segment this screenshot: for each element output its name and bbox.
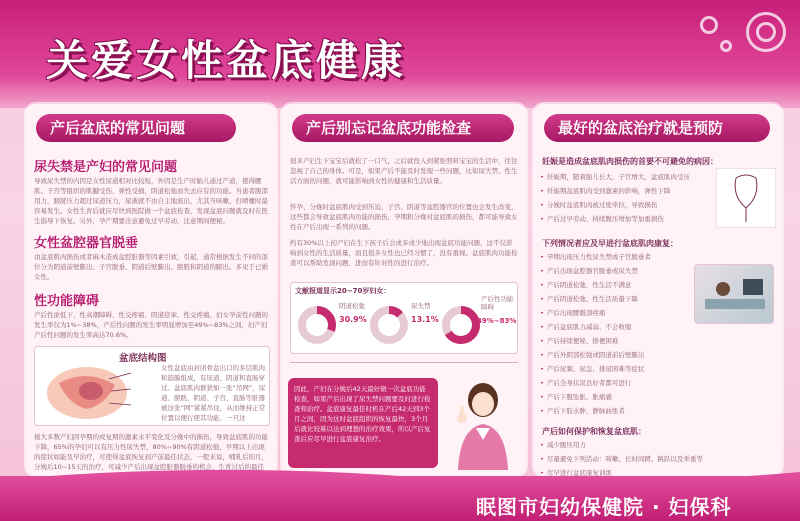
list-item: • 减少腹压用力 bbox=[540, 438, 770, 452]
section-text: 产后性欲低下、性高潮障碍、性交疼痛、阴道痉挛、性交疼痛。妇女孕前性问题的发生率仅为1%~38%，产后性问题的发生率明显增加至49%~83%之间，妇产妇产后性问题的发生率高达70.6%。 bbox=[34, 311, 268, 339]
list-item: • 产后过早劳动、持续腹压增加等加重损伤 bbox=[540, 212, 710, 226]
list-item: • 产后阴道松弛、性生活质量下降 bbox=[540, 292, 690, 306]
cause-title: 妊娠是造成盆底肌肉损伤的首要不可避免的病因： bbox=[542, 157, 718, 166]
risk-list bbox=[540, 250, 690, 418]
list-item: • 孕期出现压力性尿失禁或子宫脱垂者 bbox=[540, 250, 690, 264]
page-title: 关爱女性盆底健康 bbox=[46, 36, 407, 85]
list-item: • 产后外阴部松弛或阴道前后壁膨出 bbox=[540, 348, 690, 362]
stat-value: 13.1% bbox=[411, 315, 439, 324]
list-item: • 妊娠期，随着胎儿长大，子宫增大，盆底肌肉受压 bbox=[540, 170, 710, 184]
list-item: • 产后持续便秘、排便困难 bbox=[540, 334, 690, 348]
list-item: • 尽早进行盆底康复训练 bbox=[540, 466, 770, 476]
list-item: • 产后阴道松弛，性生活不满意 bbox=[540, 278, 690, 292]
list-item: • 产后出现盆腔器官脱垂或尿失禁 bbox=[540, 264, 690, 278]
stat-label: 产后性功能障碍 bbox=[481, 295, 514, 311]
decor-circle-2 bbox=[756, 22, 776, 42]
callout-box: 因此，产妇在分娩后42天最好做一次盆底功能检查，如果产后出现了尿失禁问题要及时进行检查和治疗。盆底康复最佳时机在产后42天到3个月之间，因为这时盆底组织的恢复最快，3个月后就比较难以达到理想的治疗效果，所以产后复查后应尽早进行盆底康复治疗。 bbox=[288, 378, 438, 468]
panel-header: 最好的盆底治疗就是预防 bbox=[544, 114, 770, 142]
section-text: 导致尿失禁的内因是女性尿道相对比较短，外因是生产时胎儿通过产道，使得腰肌、子宫等组织的肌腱受伤，弹性受损，阴道松弛而失去应有的功能。当患者腹部用力，膀胱压力超过尿道压力，尿液就不由自主地流出，尤其当咳嗽、打喷嚏时最容易发生。女性生育后就应尽快到医院做一个盆底检查，发现盆底问题就及时在医生指导下恢复。另外，孕产期要注意避免过早劳动，注意期间便秘。 bbox=[34, 177, 268, 225]
stat-value: 49%~83% bbox=[477, 317, 517, 325]
protect-title: 产后如何保护和恢复盆底肌： bbox=[542, 427, 646, 436]
list-item: • 分娩时盆底肌肉被过度牵拉，导致损伤 bbox=[540, 198, 710, 212]
list-item: • 产后出现腰骶部疼痛 bbox=[540, 306, 690, 320]
structure-text: 女性盆底由封闭骨盆出口的多层肌肉和筋膜组成，有尿道、阴道和直肠穿过。盆底肌肉群犹如一张“吊网”，尿道、膀胱、阴道、子宫、直肠等脏器被这张“网”紧紧吊住，从而维持正常位置以便行使其功能。一旦这 bbox=[161, 364, 266, 422]
list-item: • 妊娠期盆底肌肉受到激素的影响，弹性下降 bbox=[540, 184, 710, 198]
structure-title: 盆底结构图 bbox=[119, 353, 167, 364]
list-item: • 尽量避免下列活动：咳嗽、长时间蹲、跳跃以及举重等 bbox=[540, 452, 770, 466]
list-item: • 产后下肢水肿、静脉曲张者 bbox=[540, 404, 690, 418]
panel-common-problems bbox=[26, 104, 276, 476]
decor-circle-4 bbox=[720, 40, 732, 52]
decor-circle-3 bbox=[700, 16, 718, 34]
stats-title: 文献报道显示20~70岁妇女： bbox=[295, 287, 391, 295]
list-item: • 产后尿频、尿急、排尿困难等症状 bbox=[540, 362, 690, 376]
doctor-illustration-icon bbox=[446, 378, 520, 470]
therapy-photo-icon bbox=[695, 265, 775, 325]
list-item: • 产后下腹坠胀、胀痛感 bbox=[540, 390, 690, 404]
paragraph: 很多产妇生下宝宝后就松了一口气，之后就投入到紧张照料宝宝的生活中，往往忽视了自己的身体。可是，如果产后不能及时发现一些问题，比如尿失禁、性生活方面的问题，就可能影响到女性的健康和生活质量。 bbox=[290, 157, 518, 185]
panel-prevention bbox=[534, 104, 782, 476]
section-title: 尿失禁是产妇的常见问题 bbox=[34, 160, 178, 175]
pelvic-anatomy-icon bbox=[39, 363, 135, 423]
footer-organization: 眠图市妇幼保健院 · 妇保科 bbox=[476, 495, 732, 519]
uterus-diagram-icon bbox=[716, 168, 776, 228]
donut-chart-2 bbox=[369, 305, 409, 345]
section-title: 性功能障碍 bbox=[34, 294, 100, 309]
panel-function-check bbox=[282, 104, 526, 476]
section-title: 女性盆腔器官脱垂 bbox=[34, 236, 139, 251]
list-item: • 产后全身状况良好者都可进行 bbox=[540, 376, 690, 390]
stat-label: 尿失禁 bbox=[411, 302, 431, 310]
paragraph: 怀孕、分娩时盆底肌肉受到压迫，子宫、阴道等盆腔器官的位置也会发生改变，这些都会导致盆底肌肉功能的损伤，孕期和分娩对盆底肌的损伤，都可能导致女性在产后出现一系列的问题。 bbox=[290, 203, 518, 231]
risk-title: 下列情况者应及早进行盆底肌肉康复： bbox=[542, 239, 678, 248]
divider bbox=[290, 362, 518, 363]
bottom-text: 根大多数产妇因孕期的或复期的激素水平变化及分娩中的损伤，导致盆底肌的功能下降，65%的孕妇可以有压力性尿失禁，80%~90%有阴道松弛，早期以上出现的症状如能及早治疗，可使得盆底恢复到产前最佳状态，一般来说，哺乳后的月，分娩后10~15天的治疗，可减少产后出现盆腔脏器脱垂的机会，生育过后的最佳 bbox=[34, 433, 268, 471]
stat-label: 阴道松弛 bbox=[339, 302, 365, 310]
section-text: 由盆底肌肉损伤或者麻木造成盆腔脏器等因素引致，引起，通常根据发生不同的部位分为阴道前壁膨出、子宫脱垂、阴道后壁膨出、膀胱和阴道的膨出。多见于已婚女性。 bbox=[34, 253, 268, 281]
pelvic-structure-box bbox=[34, 346, 270, 426]
panel-header: 产后别忘记盆底功能检查 bbox=[292, 114, 514, 142]
stats-box bbox=[290, 282, 518, 354]
donut-chart-3 bbox=[441, 305, 481, 345]
list-item: • 产后盆底肌力减弱、不会收缩 bbox=[540, 320, 690, 334]
therapy-photo bbox=[694, 264, 774, 324]
paragraph: 约有30%以上的产妇在生下孩子后会或多或少地出现盆底功能问题，这不仅影响到女性的生活质量，而且很多女性也已经习惯了，没有重视。盆底肌肉功能检查可以帮助发现问题，进而有针对性的进行治疗。 bbox=[290, 239, 518, 267]
stat-value: 30.9% bbox=[339, 315, 367, 324]
donut-chart-1 bbox=[297, 305, 337, 345]
panel-header: 产后盆底的常见问题 bbox=[36, 114, 236, 142]
cause-list bbox=[540, 170, 710, 226]
